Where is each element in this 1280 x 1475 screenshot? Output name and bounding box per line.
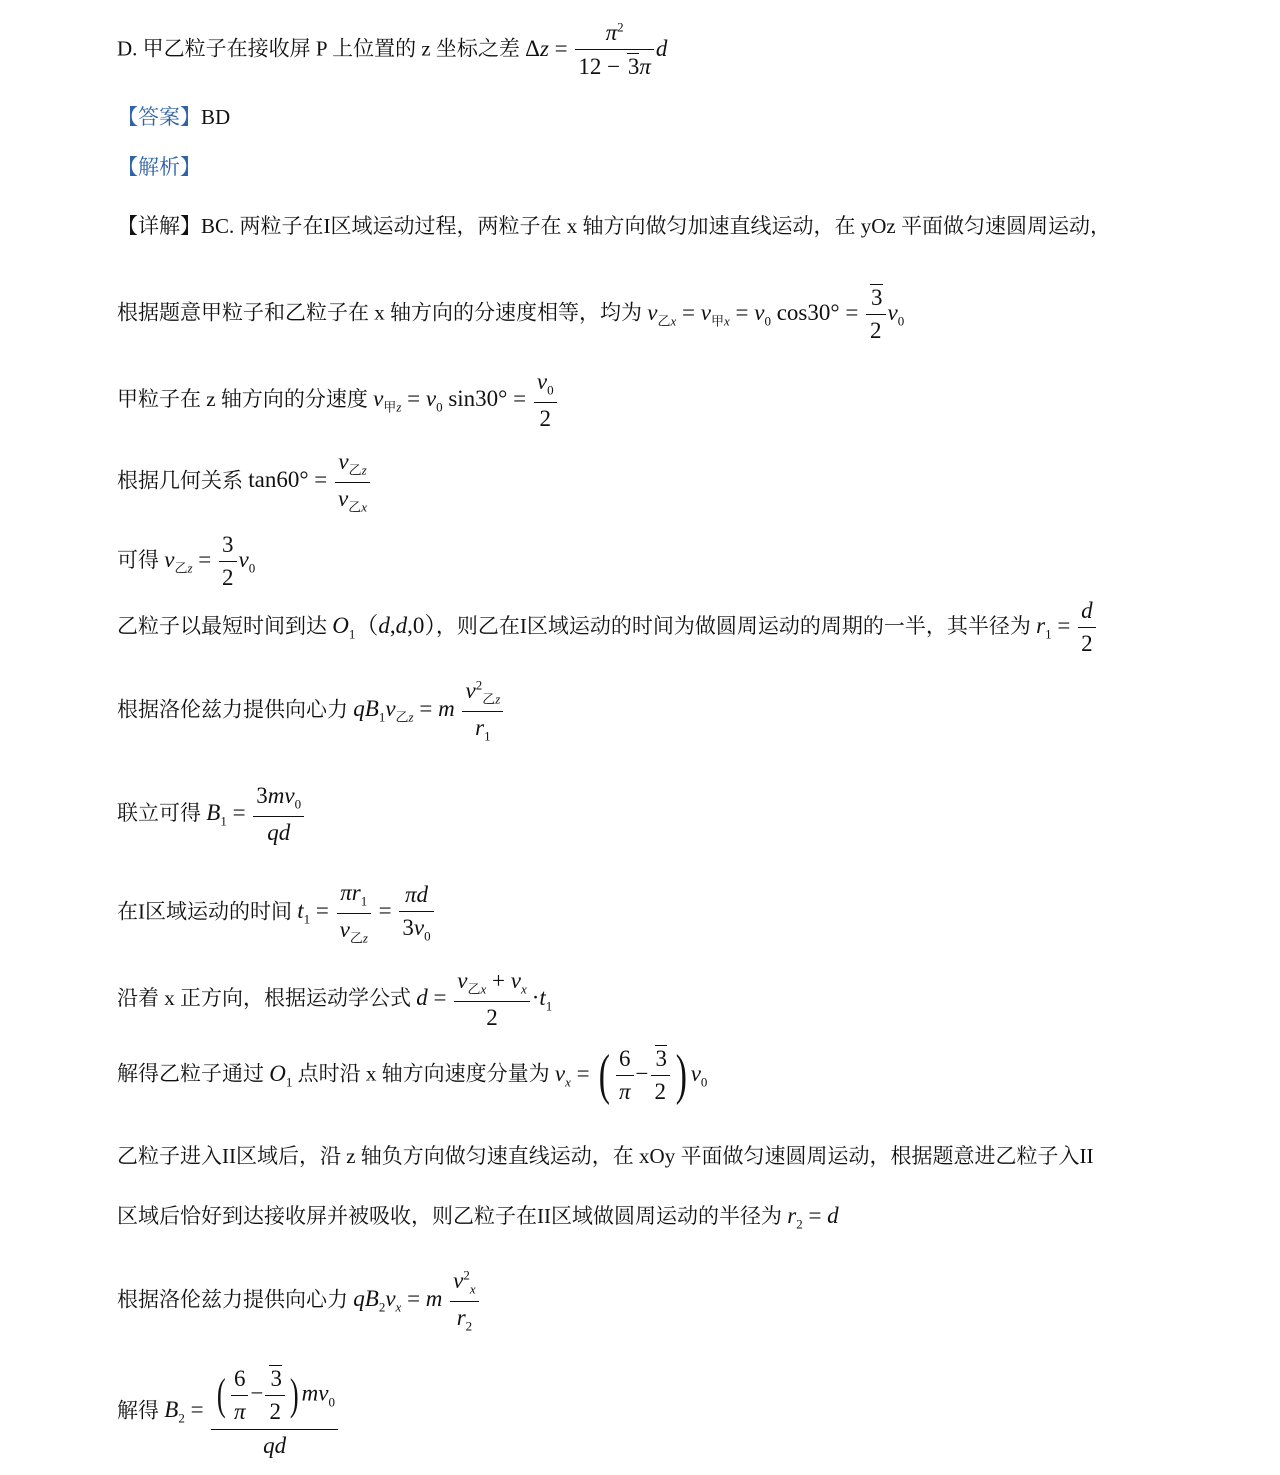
detail-line-6 <box>117 598 1098 658</box>
detail-line-1 <box>117 216 1111 237</box>
answer-label: 【答案】 <box>117 105 201 129</box>
detail-text-13: 区域后恰好到达接收屏并被吸收，则乙粒子在II区域做圆周运动的半径为 <box>117 1204 782 1228</box>
formula-r2: $r_2 = d$ <box>787 1203 839 1232</box>
detail-line-8 <box>117 783 306 846</box>
detail-text-5: 可得 <box>117 548 159 573</box>
option-d-line <box>117 20 667 81</box>
formula-delta-z: Δz = $\frac{\pi^2}{12 - 3\pi}$ d <box>525 19 668 80</box>
formula-v-x-equal: $v_{乙x} = v_{甲x} = v_0$ cos30° = $\frac{3}{2}$ $v_0$ <box>647 285 905 344</box>
formula-o1: $O_1$ <box>269 1060 293 1090</box>
formula-v-jia-z: $v_{甲z} = v_0$ sin30° = $\frac{v_0}{2}$ <box>373 386 558 411</box>
detail-line-7 <box>117 678 505 744</box>
detail-text-14: 根据洛伦兹力提供向心力 <box>117 1287 348 1312</box>
detail-text-1: 【详解】BC. 两粒子在I区域运动过程，两粒子在 x 轴方向做匀加速直线运动，在 yOz 平面做匀速圆周运动， <box>117 214 1111 238</box>
formula-t1: $t_1$ = $\frac{\pi r_1}{v_{乙z}}$ = $\frac{\pi d}{3v_0}$ <box>297 898 435 923</box>
detail-line-10 <box>117 968 552 1031</box>
formula-kinematics: d = $\frac{v_{乙x} + v_x}{2}$ $\cdot t_1$ <box>416 968 553 1030</box>
answer-line <box>117 107 230 128</box>
detail-text-12: 乙粒子进入II区域后，沿 z 轴负方向做匀速直线运动，在 xOy 平面做匀速圆周运动，根据题意进乙粒子入II <box>117 1144 1094 1168</box>
analysis-label: 【解析】 <box>117 155 201 179</box>
formula-b2: $B_2$ = ( $\frac{6}{\pi}$ − $\frac{3}{2}$ ) $mv_0$ qd <box>164 1397 340 1422</box>
formula-r1: $r_1$ = $\frac{d}{2}$ <box>1036 613 1097 638</box>
formula-lorentz-1: $qB_1v_{乙z} = m$ $\frac{v^2_{乙z}}{r_1}$ <box>353 696 505 721</box>
detail-line-12 <box>117 1146 1093 1167</box>
formula-point-o1: $O_1(d,d,0)$ <box>332 613 436 642</box>
option-d-text: D. 甲乙粒子在接收屏 P 上位置的 z 坐标之差 <box>117 36 520 61</box>
detail-text-15: 解得 <box>117 1398 159 1423</box>
answer-value: BD <box>201 105 231 129</box>
detail-text-10: 沿着 x 正方向，根据运动学公式 <box>117 985 411 1010</box>
detail-text-7: 根据洛伦兹力提供向心力 <box>117 697 348 722</box>
formula-vx: $v_x$ = ( $\frac{6}{\pi}$ − $\frac{3}{2}$ ) $v_0$ <box>554 1044 708 1107</box>
formula-v-yi-z: $v_{乙z}$ = $\frac{3}{2}$ $v_0$ <box>164 532 256 591</box>
detail-text-3: 甲粒子在 z 轴方向的分速度 <box>117 386 368 411</box>
detail-line-5 <box>117 532 255 592</box>
detail-line-2 <box>117 284 904 345</box>
detail-line-11 <box>117 1045 707 1106</box>
detail-text-4: 根据几何关系 <box>117 468 243 493</box>
detail-line-3 <box>117 369 559 432</box>
analysis-line <box>117 157 201 178</box>
detail-text-11a: 解得乙粒子通过 <box>117 1061 264 1086</box>
detail-text-2: 根据题意甲粒子和乙粒子在 x 轴方向的分速度相等，均为 <box>117 300 642 325</box>
detail-line-14 <box>117 1268 481 1334</box>
formula-b1: $B_1$ = $\frac{3mv_0}{qd}$ <box>206 800 306 825</box>
detail-line-13 <box>117 1204 839 1231</box>
detail-line-4 <box>117 449 372 515</box>
formula-lorentz-2: $qB_2v_x = m$ $\frac{v^2_x}{r_2}$ <box>353 1286 480 1311</box>
detail-text-9: 在I区域运动的时间 <box>117 899 292 924</box>
detail-text-8: 联立可得 <box>117 800 201 825</box>
formula-tan60: tan60° = $\frac{v_{乙z}}{v_{乙x}}$ <box>248 467 372 492</box>
detail-text-6a: 乙粒子以最短时间到达 <box>117 614 327 639</box>
detail-text-11b: 点时沿 x 轴方向速度分量为 <box>297 1061 550 1086</box>
detail-text-6b: ，则乙在I区域运动的时间为做圆周运动的周期的一半，其半径为 <box>435 614 1031 639</box>
detail-line-9 <box>117 880 436 946</box>
detail-line-15 <box>117 1365 340 1459</box>
